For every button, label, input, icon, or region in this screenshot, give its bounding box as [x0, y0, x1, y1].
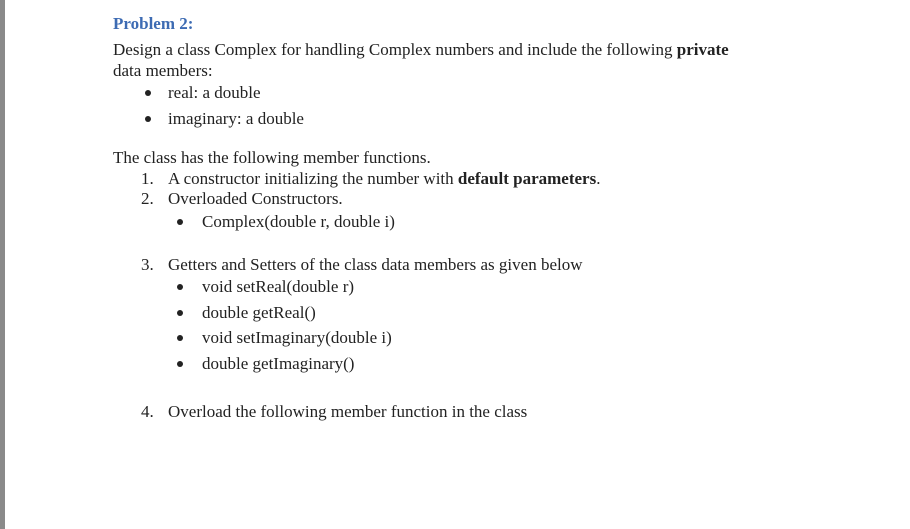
method-get-imaginary: double getImaginary()	[202, 354, 355, 373]
method-set-real: void setReal(double r)	[202, 277, 355, 296]
intro-bold-private: private	[676, 40, 729, 59]
item-3-number: 3.	[141, 255, 154, 274]
item-4-number: 4.	[141, 402, 154, 421]
problem-heading: Problem 2:	[113, 14, 194, 33]
bullet-icon	[145, 116, 151, 122]
item-3-text: Getters and Setters of the class data members as given below	[168, 255, 583, 274]
bullet-icon	[177, 310, 183, 316]
constructor-signature: Complex(double r, double i)	[202, 212, 395, 231]
bullet-icon	[177, 335, 183, 341]
method-get-real: double getReal()	[202, 303, 316, 322]
functions-intro: The class has the following member functions.	[113, 148, 431, 167]
item-2-text: Overloaded Constructors.	[168, 189, 343, 208]
intro-line-1	[113, 40, 729, 60]
item-1-text-a: A constructor initializing the number with	[168, 169, 454, 188]
item-1-text-end: .	[596, 169, 601, 188]
bullet-icon	[177, 219, 183, 225]
bullet-icon	[177, 361, 183, 367]
member-item-imaginary: imaginary: a double	[168, 109, 304, 128]
bullet-icon	[145, 90, 151, 96]
item-2-number: 2.	[141, 189, 154, 208]
item-1-text-bold: default parameters	[457, 169, 597, 188]
item-4-text: Overload the following member function in the class	[168, 402, 528, 421]
intro-line-2: data members:	[113, 61, 213, 80]
intro-text: Design a class Complex for handling Complex numbers and include the following	[113, 40, 673, 59]
bullet-icon	[177, 284, 183, 290]
item-1-text	[168, 169, 600, 189]
item-1-number: 1.	[141, 169, 154, 188]
member-item-real: real: a double	[168, 83, 261, 102]
method-set-imaginary: void setImaginary(double i)	[202, 328, 392, 347]
